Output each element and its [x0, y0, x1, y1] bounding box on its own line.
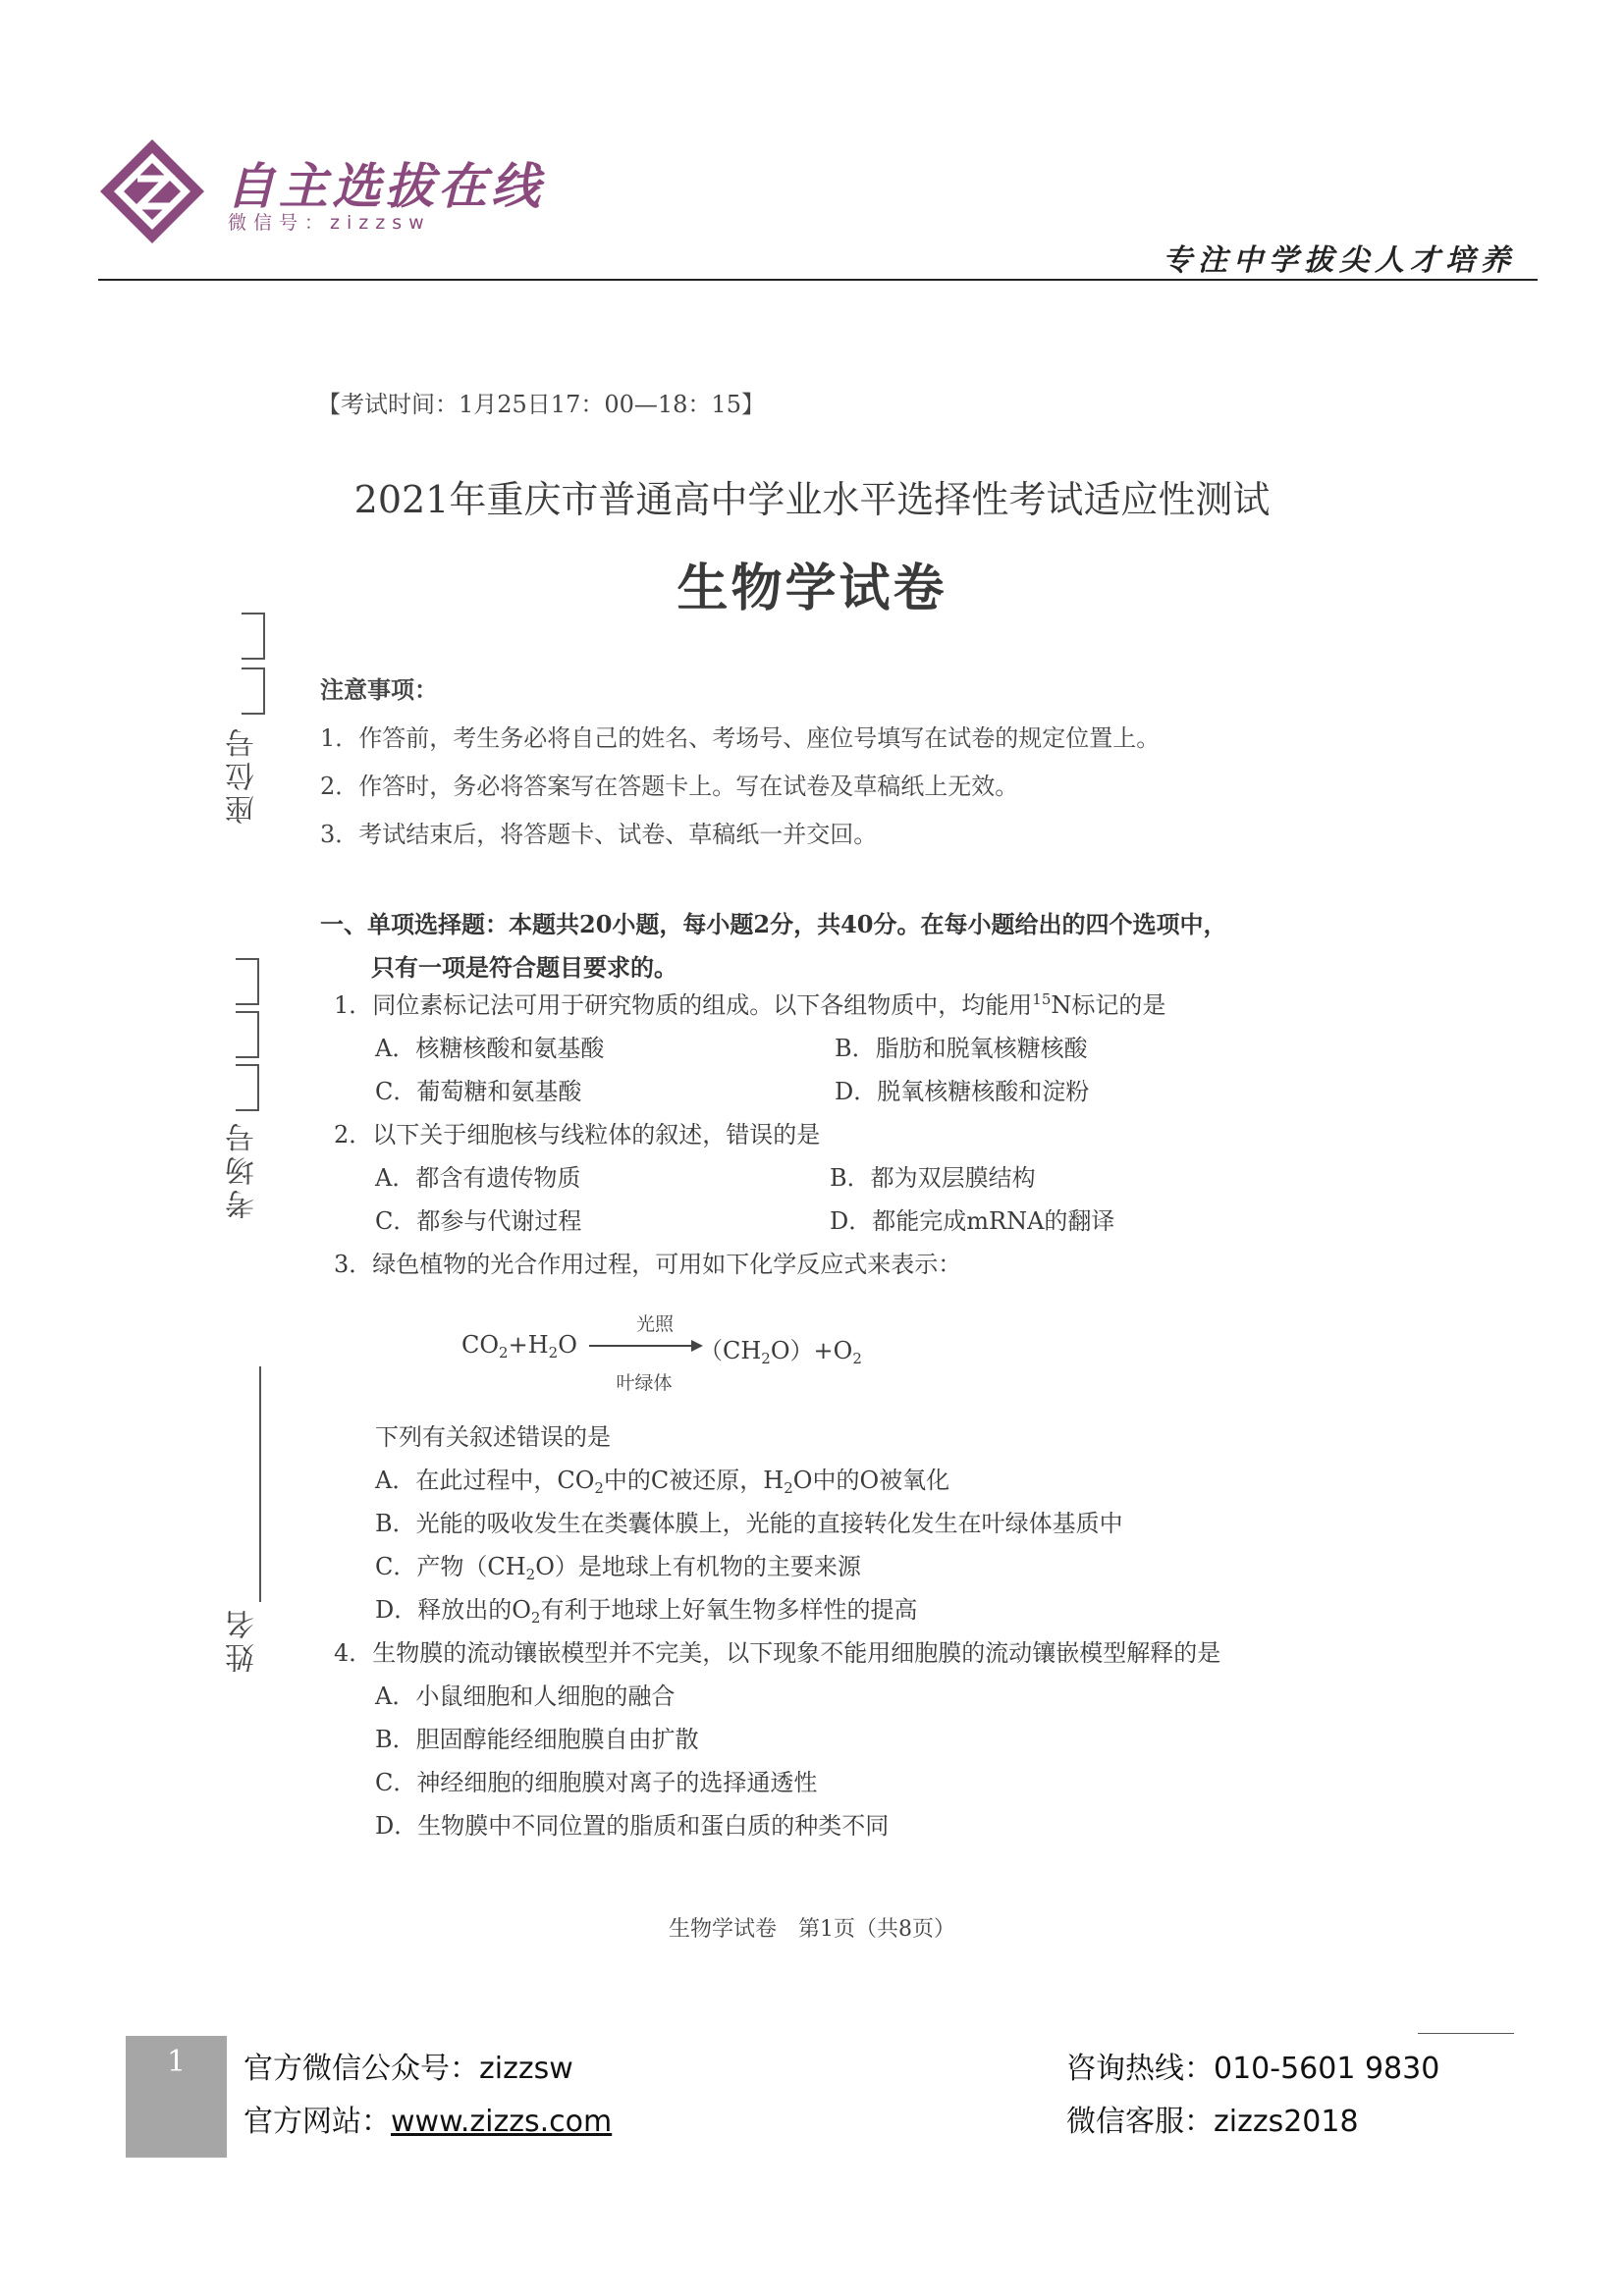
exam-room-label: 考场号	[226, 1119, 260, 1219]
wechat-official-account: 官方微信公众号：zizzsw	[244, 2052, 573, 2086]
q2-option-b: B．都为双层膜结构	[830, 1164, 1036, 1192]
seat-number-label: 座位号	[226, 724, 260, 825]
footer-divider	[1418, 2033, 1514, 2034]
q2-option-d: D．都能完成mRNA的翻译	[830, 1207, 1115, 1235]
q1-option-b: B．脂肪和脱氧核糖核酸	[835, 1035, 1088, 1062]
question-2-stem: 2．以下关于细胞核与线粒体的叙述，错误的是	[334, 1121, 821, 1148]
section-heading-line: 一、单项选择题：本题共20小题，每小题2分，共40分。在每小题给出的四个选项中，	[320, 910, 1227, 938]
website-label: 官方网站：	[244, 2105, 391, 2139]
equation-products: $(CH_2O)+O_2$	[699, 1337, 862, 1367]
equation-reactants: $CO_2+H_2O$	[461, 1331, 577, 1362]
q4-option-c: C．神经细胞的细胞膜对离子的选择通透性	[375, 1769, 818, 1796]
q1-option-d: D．脱氧核糖核酸和淀粉	[835, 1078, 1090, 1105]
name-label: 姓名	[226, 1606, 260, 1673]
exam-time: 【考试时间：1月25日17：00—18：15】	[317, 391, 765, 418]
q2-option-c: C．都参与代谢过程	[375, 1207, 582, 1235]
q3-option-c: C．产物$(CH_2O)$是地球上有机物的主要来源	[375, 1553, 861, 1583]
page-number: 1	[166, 2045, 187, 2079]
arrow-condition-light: 光照	[635, 1313, 674, 1335]
official-website	[244, 2097, 612, 2140]
q4-option-a: A．小鼠细胞和人细胞的融合	[375, 1682, 676, 1710]
room-box-3	[236, 1064, 259, 1111]
notice-item: 2．作答时，务必将答案写在答题卡上。写在试卷及草稿纸上无效。	[320, 773, 1019, 800]
seat-box-2	[242, 667, 265, 715]
paper-title: 生物学试卷	[677, 559, 947, 618]
notice-item: 3．考试结束后，将答题卡、试卷、草稿纸一并交回。	[320, 821, 878, 848]
q2-option-a: A．都含有遗传物质	[375, 1164, 581, 1192]
website-link[interactable]: www.zizzs.com	[391, 2105, 613, 2139]
question-3-stem: 3．绿色植物的光合作用过程，可用如下化学反应式来表示：	[334, 1251, 962, 1278]
room-box-1	[236, 958, 259, 1005]
q4-option-d: D．生物膜中不同位置的脂质和蛋白质的种类不同	[375, 1812, 890, 1840]
notice-heading: 注意事项：	[320, 675, 438, 704]
brand-wechat-id: 微信号：zizzsw	[228, 212, 431, 234]
q3-lead: 下列有关叙述错误的是	[375, 1423, 611, 1451]
header-divider	[98, 279, 1538, 281]
header-slogan: 专注中学拔尖人才培养	[1163, 243, 1516, 278]
question-4-stem: 4．生物膜的流动镶嵌模型并不完美，以下现象不能用细胞膜的流动镶嵌模型解释的是	[334, 1639, 1221, 1667]
hotline: 咨询热线：010-5601 9830	[1066, 2052, 1440, 2086]
notice-item: 1．作答前，考生务必将自己的姓名、考场号、座位号填写在试卷的规定位置上。	[320, 724, 1161, 752]
question-1-stem: 1．同位素标记法可用于研究物质的组成。以下各组物质中，均能用$^{15}$N标记的是	[334, 990, 1166, 1019]
zizzs-logo-icon	[98, 137, 206, 245]
section-heading	[320, 903, 1341, 989]
room-box-2	[236, 1011, 259, 1058]
section-heading-line: 只有一项是符合题目要求的。	[371, 953, 677, 982]
arrow-condition-chloroplast: 叶绿体	[616, 1372, 673, 1394]
brand-name: 自主选拔在线	[226, 157, 544, 215]
q1-option-c: C．葡萄糖和氨基酸	[375, 1078, 582, 1105]
reaction-arrow-icon	[589, 1339, 703, 1353]
q4-option-b: B．胆固醇能经细胞膜自由扩散	[375, 1726, 699, 1753]
q3-option-d: D．释放出的$O_2$有利于地球上好氧生物多样性的提高	[375, 1596, 918, 1627]
q1-option-a: A．核糖核酸和氨基酸	[375, 1035, 605, 1062]
page-info: 生物学试卷 第1页（共8页）	[669, 1917, 955, 1942]
name-line	[259, 1366, 261, 1602]
q3-option-a: A．在此过程中，$CO_2$中的C被还原，$H_2O$中的O被氧化	[375, 1467, 950, 1497]
exam-title: 2021年重庆市普通高中学业水平选择性考试适应性测试	[353, 478, 1271, 521]
wechat-service: 微信客服：zizzs2018	[1066, 2105, 1359, 2139]
q3-option-b: B．光能的吸收发生在类囊体膜上，光能的直接转化发生在叶绿体基质中	[375, 1510, 1123, 1537]
